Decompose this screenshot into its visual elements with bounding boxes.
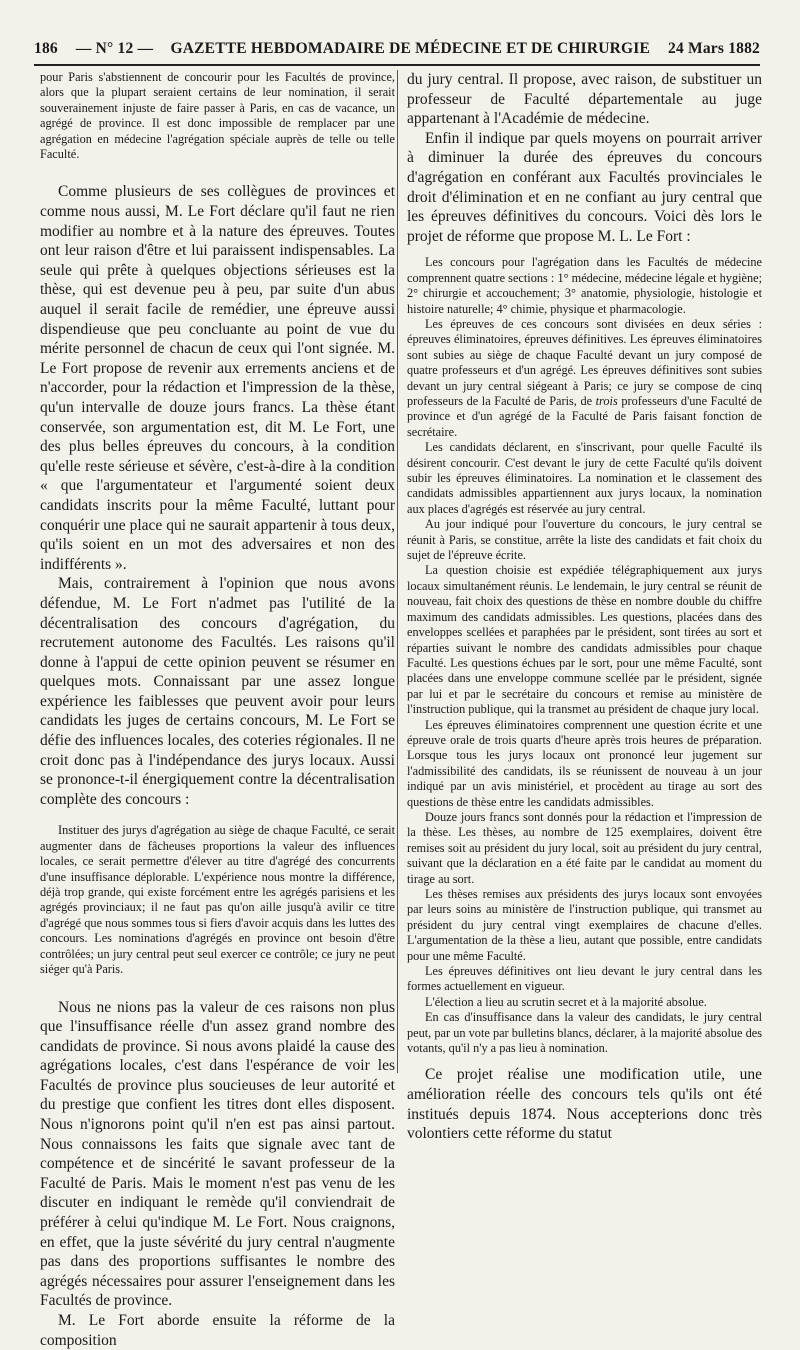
paragraph: du jury central. Il propose, avec raison, de substituer un professeur de Faculté départementale au juge appartenant à l'Académie de médecine. xyxy=(407,71,762,128)
paragraph: Ce projet réalise une modification utile, une amélioration réelle des concours tels qu'ils ont été institués depuis 1874. Nous accepterions donc très volontiers cette réforme du statut xyxy=(407,1066,762,1143)
reform-article: Les thèses remises aux présidents des jurys locaux sont envoyées par leurs soins au ministère de l'instruction publique, qui transmet au président du jury central vingt exemplaires de chacune d'elles. L'argumentation de la thèse a lieu, autant que possible, entre candidats pour une même Faculté. xyxy=(407,887,762,963)
paragraph: pour Paris s'abstiennent de concourir pour les Facultés de province, alors que la plupart seraient certains de leur nomination, il serait souverainement injuste de faire passer à Paris, en cas de vacance, un agrégé de province. Il est donc impossible de remplacer par une agrégation en médecine l'agrégation spéciale auprès de telle ou telle Faculté. xyxy=(40,70,395,162)
reform-article: Les candidats déclarent, en s'inscrivant, pour quelle Faculté ils désirent concourir. C'est devant le jury de cette Faculté qu'ils doivent subir les épreuves éliminatoires. La nomination et le classement des candidats admissibles appartiennent aux jurys locaux, la nomination aux places d'agrégés est réservée au jury central. xyxy=(407,440,762,516)
text-run: Les épreuves de ces concours sont divisées en deux séries : épreuves éliminatoires, épreuves définitives. Les épreuves éliminatoires sont subies au siège de chaque Faculté devant un jury composé de quatre professeurs et d'un agrégé. Les épreuves définitives sont subies devant un jury central siégeant à Paris; ce jury se compose de cinq professeurs de la Faculté de Paris, de xyxy=(407,316,762,408)
header-rule xyxy=(34,64,760,66)
paragraph: M. Le Fort aborde ensuite la réforme de la composition xyxy=(40,1312,395,1349)
issue-number: — N° 12 — xyxy=(75,40,154,57)
right-column xyxy=(407,70,763,1143)
reform-article: Les épreuves définitives ont lieu devant le jury central dans les formes actuellement en vigueur. xyxy=(407,964,762,994)
reform-article: Au jour indiqué pour l'ouverture du concours, le jury central se réunit à Paris, se constitue, arrête la liste des candidats et fait choix du sujet de l'épreuve écrite. xyxy=(407,517,762,563)
reform-article: En cas d'insuffisance dans la valeur des candidats, le jury central peut, par un vote par bulletins blancs, déclarer, à la majorité absolue des votants, qu'il n'y a pas lieu à nomination. xyxy=(407,1010,762,1056)
text-run: professeurs d'une Faculté de province et d'un agrégé de la Faculté de Paris faisant fonction de secrétaire. xyxy=(407,394,763,439)
journal-title: GAZETTE HEBDOMADAIRE DE MÉDECINE ET DE CHIRURGIE xyxy=(170,40,651,57)
paragraph: Nous ne nions pas la valeur de ces raisons non plus que l'insuffisance réelle d'un assez grand nombre des candidats de province. Si nous avons plaidé la cause des agrégations locales, c'est dans l'espérance de voir les Facultés de province plus soucieuses de leur autorité et du prestige que confient les titres dont elles disposent. Nous n'ignorons point qu'il n'en est pas ainsi partout. Nous connaissons les faits que signale avec tant de compétence et de sincérité le savant professeur de la Faculté de Paris. Mais le moment n'est pas venu de les discuter en indiquant le remède qu'il conviendrait de préférer à celui qu'indique M. Le Fort. Nous craignons, en effet, que la juste sévérité du jury central n'augmente pas dans des proportions suffisantes le nombre des agrégés nécessaires pour assurer l'enseignement dans les Facultés de province. xyxy=(40,998,395,1310)
paragraph: Comme plusieurs de ses collègues de provinces et comme nous aussi, M. Le Fort déclare qu'il faut ne rien modifier au nombre et à la nature des épreuves. Toutes ont leur raison d'être et lui paraissent indispensables. La seule qui prête à quelques objections sérieuses est la thèse, qui est devenue peu à peu, par suite d'un abus auquel il serait facile de remédier, une épreuve aussi dispendieuse que peu concluante au point de vue du mérite personnel de chacun de ceux qui l'ont signée. M. Le Fort propose de revenir aux errements anciens et de n'accorder, pour la rédaction et l'impression de la thèse, qu'un intervalle de douze jours francs. La thèse étant conservée, son argumentation est, dit M. Le Fort, une des plus belles épreuves du concours, à la condition qu'elle reste sérieuse et sévère, c'est-à-dire à la condition « que l'argumentateur et l'argumenté soient deux candidats inscrits pour la même Faculté, luttant pour conquérir une place qui ne saurait appartenir à tous deux, qu'ils soient en un mot des adversaires et non des indifférents ». xyxy=(40,183,395,573)
reform-article: Douze jours francs sont donnés pour la rédaction et l'impression de la thèse. Les thèses, au nombre de 125 exemplaires, doivent être remises soit au président du jury local, soit au président du jury central, suivant que la déclaration en a été faite par le candidat au moment du tirage au sort. xyxy=(407,809,762,886)
issue-date: 24 Mars 1882 xyxy=(668,40,760,57)
italic-word: trois xyxy=(595,394,618,408)
block-quote: Instituer des jurys d'agrégation au siège de chaque Faculté, ce serait augmenter dans de fâcheuses proportions la valeur des influences locales, ce serait permettre d'élever au titre d'agrégé des concurrents d'une insuffisance déplorable. L'expérience nous montre la différence, déjà trop grande, qui existe forcément entre les agrégés parisiens et les agrégés provinciaux; il ne faut pas qu'on aille jusqu'à avilir ce titre d'agrégé que nous sommes tous si fiers d'avoir acquis dans les luttes des concours. Les nominations d'agrégés en province ont besoin d'être contrôlées; un jury central peut seul exercer ce contrôle; ce jury ne peut siéger qu'à Paris. xyxy=(40,823,395,977)
page-number: 186 xyxy=(34,40,58,57)
paragraph: Enfin il indique par quels moyens on pourrait arriver à diminuer la durée des épreuves du concours d'agrégation en conférant aux Facultés provinciales le droit d'élimination et en ne confiant au jury central que les épreuves définitives du concours. Voici dès lors le projet de réforme que propose M. L. Le Fort : xyxy=(407,129,762,245)
reform-article: L'élection a lieu au scrutin secret et à la majorité absolue. xyxy=(425,994,707,1009)
reform-article: Les concours pour l'agrégation dans les Facultés de médecine comprennent quatre sections : 1° médecine, médecine légale et hygiène; 2° chirurgie et accouchement; 3° anatomie, physiologie, histologie et histoire naturelle; 4° chimie, physique et pharmacologie. xyxy=(407,255,762,316)
reform-article: Les épreuves éliminatoires comprennent une question écrite et une épreuve orale de trois quarts d'heure après trois heures de préparation. Lorsque tous les jurys locaux ont prononcé leur jugement sur l'admissibilité des candidats, ils se réunissent de nouveau à un jour indiqué par un avis ministériel, et procèdent au tirage au sort des questions de thèse entre les candidats admissibles. xyxy=(407,717,762,809)
paragraph: Mais, contrairement à l'opinion que nous avons défendue, M. Le Fort n'admet pas l'utilité de la décentralisation des concours d'agrégation, du recrutement autonome des Facultés. Les raisons qu'il donne à l'appui de cette opinion peuvent se résumer en quelques mots. Connaissant par une assez longue expérience les faiblesses que peuvent avoir pour leurs candidats les juges de certains concours, M. Le Fort se défie des influences locales, des coteries régionales. Il ne croit donc pas à l'indépendance des jurys locaux. Aussi se prononce-t-il énergiquement contre la décentralisation complète des concours : xyxy=(40,575,395,808)
reform-article: La question choisie est expédiée télégraphiquement aux jurys locaux simultanément réunis. Le lendemain, le jury central se réunit de nouveau, fait choix des questions de thèse en nombre double du chiffre maximum des candidats admissibles. Les questions, placées dans des enveloppes scellées et paraphées par le président, sont tirées au sort et réparties suivant le nombre des candidats admissibles pour chaque Faculté. Les questions échues par le sort, pour une même Faculté, sont placées dans une enveloppe commune scellée par le président, signée par lui et par le secrétaire du concours et remise au ministère de l'instruction publique, qui la transmet au président de chaque jury local. xyxy=(407,563,762,717)
left-column xyxy=(40,70,395,1349)
reform-article xyxy=(407,317,762,440)
running-header xyxy=(34,38,760,60)
column-divider xyxy=(397,70,398,1073)
header-center xyxy=(58,40,668,58)
